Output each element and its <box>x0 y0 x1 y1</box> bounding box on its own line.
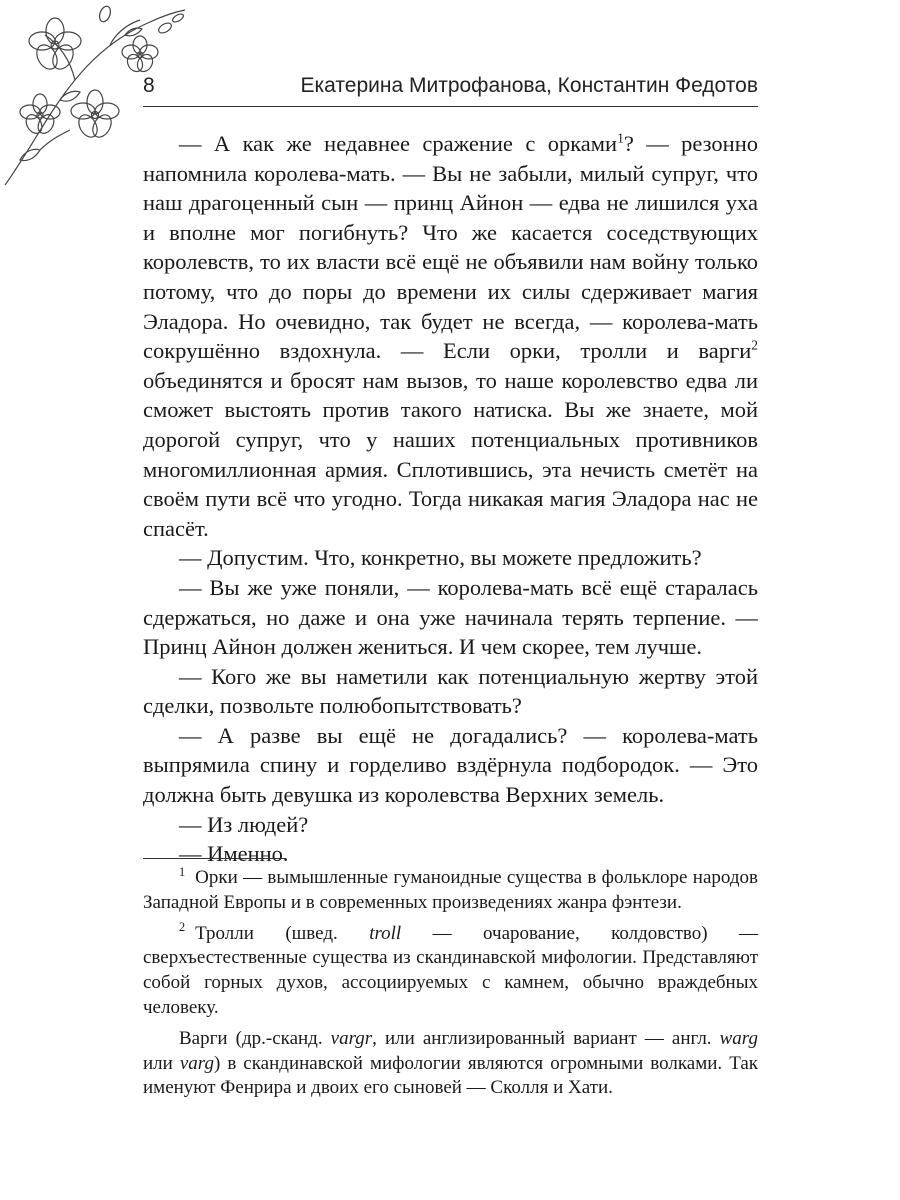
paragraph <box>143 129 758 543</box>
paragraph: — А разве вы ещё не догадались? — королева-мать выпрямила спину и горделиво вздёрнула подбородок. — Это должна быть девушка из королевства Верхних земель. <box>143 722 758 808</box>
footnote-italic: vargr <box>330 1027 373 1049</box>
text-run: объединятся и бросят нам вызов, то наше королевство едва ли сможет выстоять против такого натиска. Вы же знаете, мой дорогой супруг, что у наших потенциальных противников многомиллионная армия. Сплотившись, эта нечисть сметёт на своём пути всё что угодно. Тогда никакая магия Эладора нас не спасёт. <box>143 367 758 541</box>
footnotes <box>143 866 758 1107</box>
header-rule <box>143 106 758 107</box>
footnote-italic: warg <box>719 1027 758 1049</box>
footnote-text: Тролли (швед. <box>195 922 370 944</box>
footnote-italic: varg <box>179 1052 214 1074</box>
paragraph: — Из людей? <box>179 811 309 837</box>
footnote-text: Варги (др.-сканд. <box>179 1027 331 1049</box>
footnote-ref-1[interactable]: 1 <box>617 130 624 146</box>
paragraph: — Допустим. Что, конкретно, вы можете предложить? <box>179 545 702 571</box>
text-run: — А как же недавнее сражение с орками <box>179 131 618 156</box>
footnote-ref-2[interactable]: 2 <box>751 337 758 353</box>
paragraph: — Вы же уже поняли, — королева-мать всё ещё старалась сдержаться, но даже и она уже начинала терять терпение. — Принц Айнон должен жениться. И чем скорее, тем лучше. <box>143 574 758 660</box>
footnote-mark: 1 <box>179 864 186 879</box>
footnote-text: , или англизированный вариант — англ. <box>372 1027 720 1049</box>
running-header <box>143 74 758 106</box>
footnote-italic: troll <box>369 922 402 944</box>
footnote-text: ) в скандинавской мифологии являются огромными волками. Так именуют Фенрира и двоих его сыновей — Сколля и Хати. <box>143 1052 758 1099</box>
footnote-mark: 2 <box>179 920 186 935</box>
footnote-2 <box>143 922 758 1021</box>
footnote-text: — очарование, колдовство) — сверхъестественные существа из скандинавской мифологии. Представляют собой горных духов, ассоциируемых с камнем, обычно враждебных человеку. <box>143 922 758 1018</box>
text-run: ? — резонно напомнила королева-мать. — Вы не забыли, милый супруг, что наш драгоценный сын — принц Айнон — едва не лишился уха и вполне мог погибнуть? Что же касается соседствующих королевств, то их власти всё ещё не объявили нам войну только потому, что до поры до времени их силы сдерживает магия Эладора. Но очевидно, так будет не всегда, — королева-мать сокрушённо вздохнула. — Если орки, тролли и варги <box>143 131 758 364</box>
footnote-text: или <box>143 1052 180 1074</box>
page-number: 8 <box>143 74 155 97</box>
footnote-1 <box>143 866 758 916</box>
footnote-2-continuation <box>143 1027 758 1101</box>
paragraph: — Именно. <box>179 841 289 867</box>
paragraph: — Кого же вы наметили как потенциальную жертву этой сделки, позвольте полюбопытствовать? <box>143 663 758 719</box>
main-text <box>143 129 758 869</box>
running-title: Екатерина Митрофанова, Константин Федотов <box>300 74 758 97</box>
footnote-text: Орки — вымышленные гуманоидные существа в фольклоре народов Западной Европы и в современных произведениях жанра фэнтези. <box>143 867 758 913</box>
footnote-rule <box>143 858 286 859</box>
